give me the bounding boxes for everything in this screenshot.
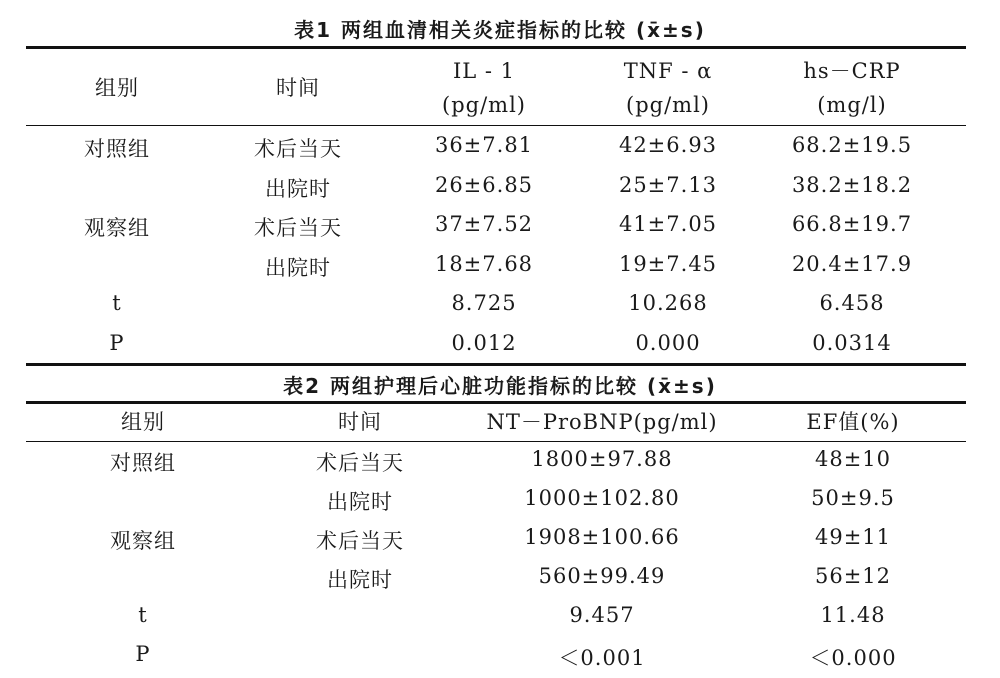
table2-cell: 1800±97.88 bbox=[531, 447, 673, 471]
table2-cell: 术后当天 bbox=[316, 529, 404, 553]
table2-cell: 11.48 bbox=[820, 603, 886, 627]
table2-cell: 出院时 bbox=[327, 490, 393, 514]
table2-cell: ＜0.001 bbox=[558, 646, 646, 670]
table1-cell: 0.000 bbox=[635, 331, 701, 355]
table1-cell: 38.2±18.2 bbox=[791, 173, 913, 197]
table1-cell: 37±7.52 bbox=[434, 212, 534, 236]
table2-caption: 表2 两组护理后心脏功能指标的比较 (x̄±s) bbox=[283, 374, 717, 398]
table1-header-time: 时间 bbox=[276, 76, 320, 100]
table2-top-rule bbox=[26, 401, 966, 404]
table2-header-time: 时间 bbox=[338, 410, 382, 434]
table1-top-rule bbox=[26, 46, 966, 49]
table1-cell: 41±7.05 bbox=[618, 212, 718, 236]
tnf-unit: (pg/ml) bbox=[626, 93, 710, 117]
table1-header-tnf bbox=[624, 54, 713, 122]
table2-cell: 560±99.49 bbox=[538, 564, 666, 588]
table2-cell: ＜0.000 bbox=[809, 646, 897, 670]
il1-name: IL - 1 bbox=[452, 59, 516, 83]
table1-cell: 0.012 bbox=[451, 331, 517, 355]
il1-unit: (pg/ml) bbox=[442, 93, 526, 117]
table2-cell: 49±11 bbox=[814, 525, 892, 549]
table2-cell: 56±12 bbox=[814, 564, 892, 588]
table1-cell: P bbox=[109, 331, 125, 355]
table1-cell: 68.2±19.5 bbox=[791, 133, 913, 157]
table1-cell: 25±7.13 bbox=[618, 173, 718, 197]
table2-cell: P bbox=[135, 642, 151, 666]
table1-cell: 出院时 bbox=[265, 177, 331, 201]
table1-cell: 6.458 bbox=[819, 291, 885, 315]
table1-cell: 36±7.81 bbox=[434, 133, 534, 157]
table2-cell: 1000±102.80 bbox=[524, 486, 680, 510]
table2-cell: 50±9.5 bbox=[811, 486, 895, 510]
table2-header-rule bbox=[26, 441, 966, 442]
table1-cell: 出院时 bbox=[265, 256, 331, 280]
table1-cell: 8.725 bbox=[451, 291, 517, 315]
table2-cell: 观察组 bbox=[110, 529, 176, 553]
table1-caption: 表1 两组血清相关炎症指标的比较 (x̄±s) bbox=[294, 18, 706, 42]
table1-cell: 观察组 bbox=[84, 216, 150, 240]
table2-header-ef: EF值(%) bbox=[806, 410, 900, 434]
table1-header-crp bbox=[803, 54, 900, 122]
table2-cell: 48±10 bbox=[814, 447, 892, 471]
table1-cell: 26±6.85 bbox=[434, 173, 534, 197]
table1-cell: 术后当天 bbox=[254, 216, 342, 240]
crp-name: hs－CRP bbox=[803, 59, 901, 83]
table1-header-il1 bbox=[442, 54, 526, 122]
table1-cell: 66.8±19.7 bbox=[791, 212, 913, 236]
table2-cell: 1908±100.66 bbox=[524, 525, 680, 549]
crp-unit: (mg/l) bbox=[817, 93, 887, 117]
table1-cell: 0.0314 bbox=[812, 331, 892, 355]
table1-cell: 19±7.45 bbox=[618, 252, 718, 276]
table1-cell: 对照组 bbox=[84, 137, 150, 161]
table1-cell: 20.4±17.9 bbox=[791, 252, 913, 276]
tnf-name: TNF - α bbox=[623, 59, 713, 83]
table1-cell: 术后当天 bbox=[254, 137, 342, 161]
table1-cell: 18±7.68 bbox=[434, 252, 534, 276]
table2-cell: 9.457 bbox=[569, 603, 635, 627]
table1-cell: 10.268 bbox=[628, 291, 708, 315]
table1-bottom-rule bbox=[26, 363, 966, 366]
table1-cell: t bbox=[112, 291, 122, 315]
table2-header-group: 组别 bbox=[121, 410, 165, 434]
table1-header-rule bbox=[26, 125, 966, 126]
table1-header-group: 组别 bbox=[95, 76, 139, 100]
table2-cell: t bbox=[138, 603, 148, 627]
table2-cell: 出院时 bbox=[327, 568, 393, 592]
table2-header-ntprobnp: NT－ProBNP(pg/ml) bbox=[486, 410, 718, 434]
table1-cell: 42±6.93 bbox=[618, 133, 718, 157]
table2-cell: 对照组 bbox=[110, 451, 176, 475]
table2-cell: 术后当天 bbox=[316, 451, 404, 475]
